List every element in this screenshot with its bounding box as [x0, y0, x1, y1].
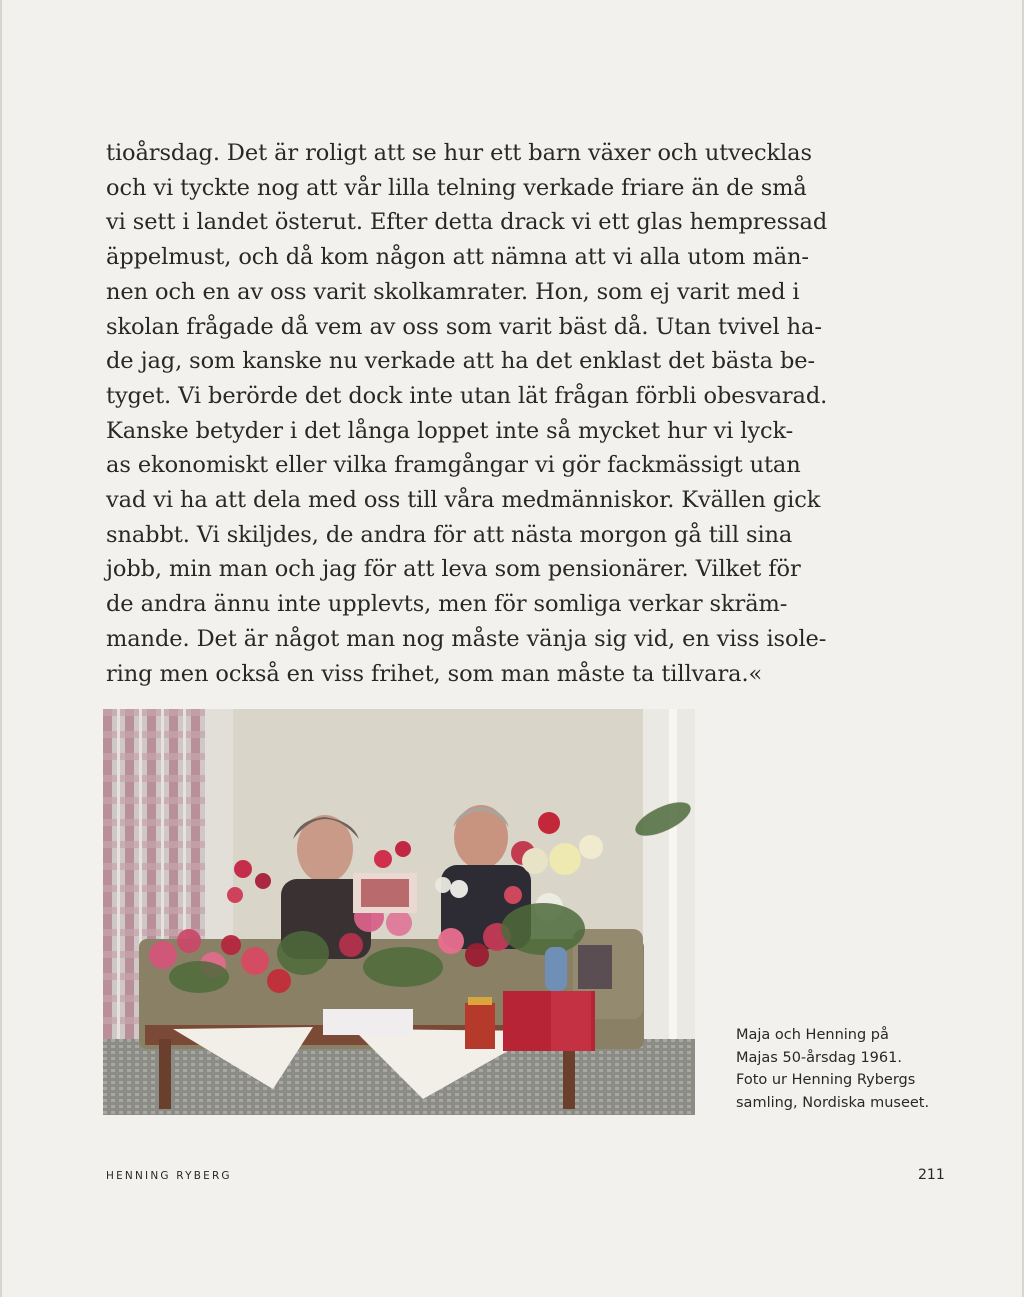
page-number: 211	[918, 1167, 945, 1183]
body-line: jobb, min man och jag för att leva som pensionärer. Vilket för	[106, 556, 801, 583]
caption-line: Maja och Henning på	[736, 1027, 889, 1043]
caption-line: samling, Nordiska museet.	[736, 1094, 930, 1111]
body-line: och vi tyckte nog att vår lilla telning verkade friare än de små	[106, 174, 807, 201]
running-head: HENNING RYBERG	[106, 1170, 232, 1182]
body-line: äppelmust, och då kom någon att nämna att vi alla utom män-	[106, 244, 809, 271]
body-line: vad vi ha att dela med oss till våra medmänniskor. Kvällen gick	[106, 487, 821, 514]
body-line: mande. Det är något man nog måste vänja sig vid, en viss isole-	[106, 625, 827, 652]
body-line: tioårsdag. Det är roligt att se hur ett barn växer och utvecklas	[106, 140, 812, 166]
body-line: de jag, som kanske nu verkade att ha det enklast det bästa be-	[106, 348, 815, 375]
body-line: ring men också en viss frihet, som man måste ta tillvara.«	[106, 660, 763, 687]
caption-line: Majas 50-årsdag 1961.	[736, 1049, 902, 1066]
caption-line: Foto ur Henning Rybergs	[736, 1072, 916, 1088]
photo-caption	[736, 1024, 956, 1114]
body-line: tyget. Vi berörde det dock inte utan lät frågan förbli obesvarad.	[106, 382, 828, 409]
photograph-illustration	[103, 709, 695, 1115]
body-line: snabbt. Vi skiljdes, de andra för att nästa morgon gå till sina	[106, 521, 793, 548]
photograph	[103, 709, 695, 1115]
body-line: Kanske betyder i det långa loppet inte så mycket hur vi lyck-	[106, 417, 794, 444]
body-line: as ekonomiskt eller vilka framgångar vi gör fackmässigt utan	[106, 452, 801, 479]
body-line: de andra ännu inte upplevts, men för somliga verkar skräm-	[106, 591, 788, 618]
body-line: nen och en av oss varit skolkamrater. Hon, som ej varit med i	[106, 278, 800, 305]
body-line: skolan frågade då vem av oss som varit bäst då. Utan tvivel ha-	[106, 313, 822, 340]
body-line: vi sett i landet österut. Efter detta drack vi ett glas hempressad	[106, 209, 828, 236]
body-text	[106, 136, 828, 691]
